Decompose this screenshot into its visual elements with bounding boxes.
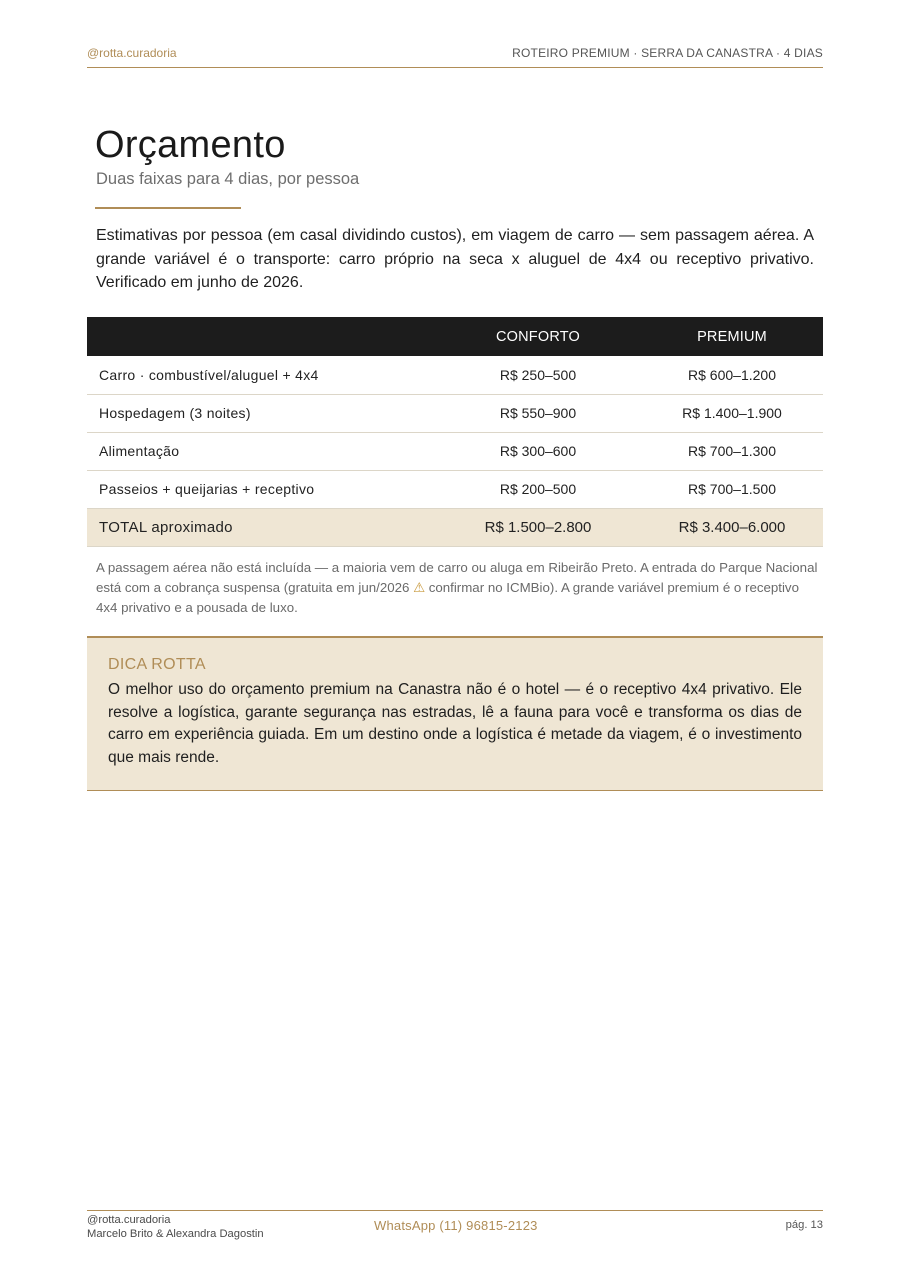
table-row [87,432,823,470]
footer-authors: Marcelo Brito & Alexandra Dagostin [87,1228,264,1240]
premium-value: R$ 700–1.500 [641,470,823,508]
warning-icon: ⚠ [413,580,426,595]
column-header-premium: PREMIUM [641,317,823,356]
footer-credits [87,1213,264,1241]
total-conforto-value: R$ 1.500–2.800 [435,508,641,546]
section-subtitle: Duas faixas para 4 dias, por pessoa [96,170,360,188]
footnote-text-start: A passagem aérea não está incluída — a maioria vem de carro ou aluga em Ribeirão Preto. A entrada do Parque Nacional está com a cobrança suspensa (gratuita em jun/2026 [96,560,818,595]
total-label: TOTAL aproximado [87,508,435,546]
column-header-conforto: CONFORTO [435,317,641,356]
conforto-value: R$ 550–900 [435,394,641,432]
intro-paragraph: Estimativas por pessoa (em casal dividindo custos), em viagem de carro — sem passagem aérea. A grande variável é o transporte: carro próprio na seca x aluguel de 4x4 ou receptivo privativo. Verificado em junho de 2026. [96,227,814,291]
conforto-value: R$ 300–600 [435,432,641,470]
budget-table [87,317,823,547]
table-row [87,356,823,394]
table-row [87,470,823,508]
premium-value: R$ 1.400–1.900 [641,394,823,432]
row-label: Hospedagem (3 noites) [87,394,435,432]
title-divider [95,207,241,209]
footnote-text-end: confirmar no ICMBio). A grande variável premium é o receptivo 4x4 privativo e a pousada de luxo. [96,580,799,615]
footer-handle: @rotta.curadoria [87,1214,171,1226]
column-header-item [87,317,435,356]
premium-value: R$ 700–1.300 [641,432,823,470]
header-doc-title: ROTEIRO PREMIUM · SERRA DA CANASTRA · 4 DIAS [512,46,823,60]
row-label: Carro · combustível/aluguel + 4x4 [87,356,435,394]
conforto-value: R$ 250–500 [435,356,641,394]
table-footnote [96,558,818,618]
page-number: pág. 13 [785,1219,823,1231]
table-row [87,394,823,432]
header-handle: @rotta.curadoria [87,46,177,60]
tip-box [87,636,823,791]
row-label: Alimentação [87,432,435,470]
total-row [87,508,823,546]
page-header [87,46,823,68]
section-title: Orçamento [95,124,286,166]
row-label: Passeios + queijarias + receptivo [87,470,435,508]
conforto-value: R$ 200–500 [435,470,641,508]
footer-whatsapp: WhatsApp (11) 96815-2123 [374,1218,538,1233]
premium-value: R$ 600–1.200 [641,356,823,394]
table-header-row [87,317,823,356]
total-premium-value: R$ 3.400–6.000 [641,508,823,546]
footer-divider [87,1210,823,1211]
tip-title: DICA ROTTA [108,656,206,673]
tip-text: O melhor uso do orçamento premium na Canastra não é o hotel — é o receptivo 4x4 privativo. Ele resolve a logística, garante segurança nas estradas, lê a fauna para você e transforma os dias de carro em experiência guiada. Em um destino onde a logística é metade da viagem, é o investimento que mais rende. [108,681,802,766]
